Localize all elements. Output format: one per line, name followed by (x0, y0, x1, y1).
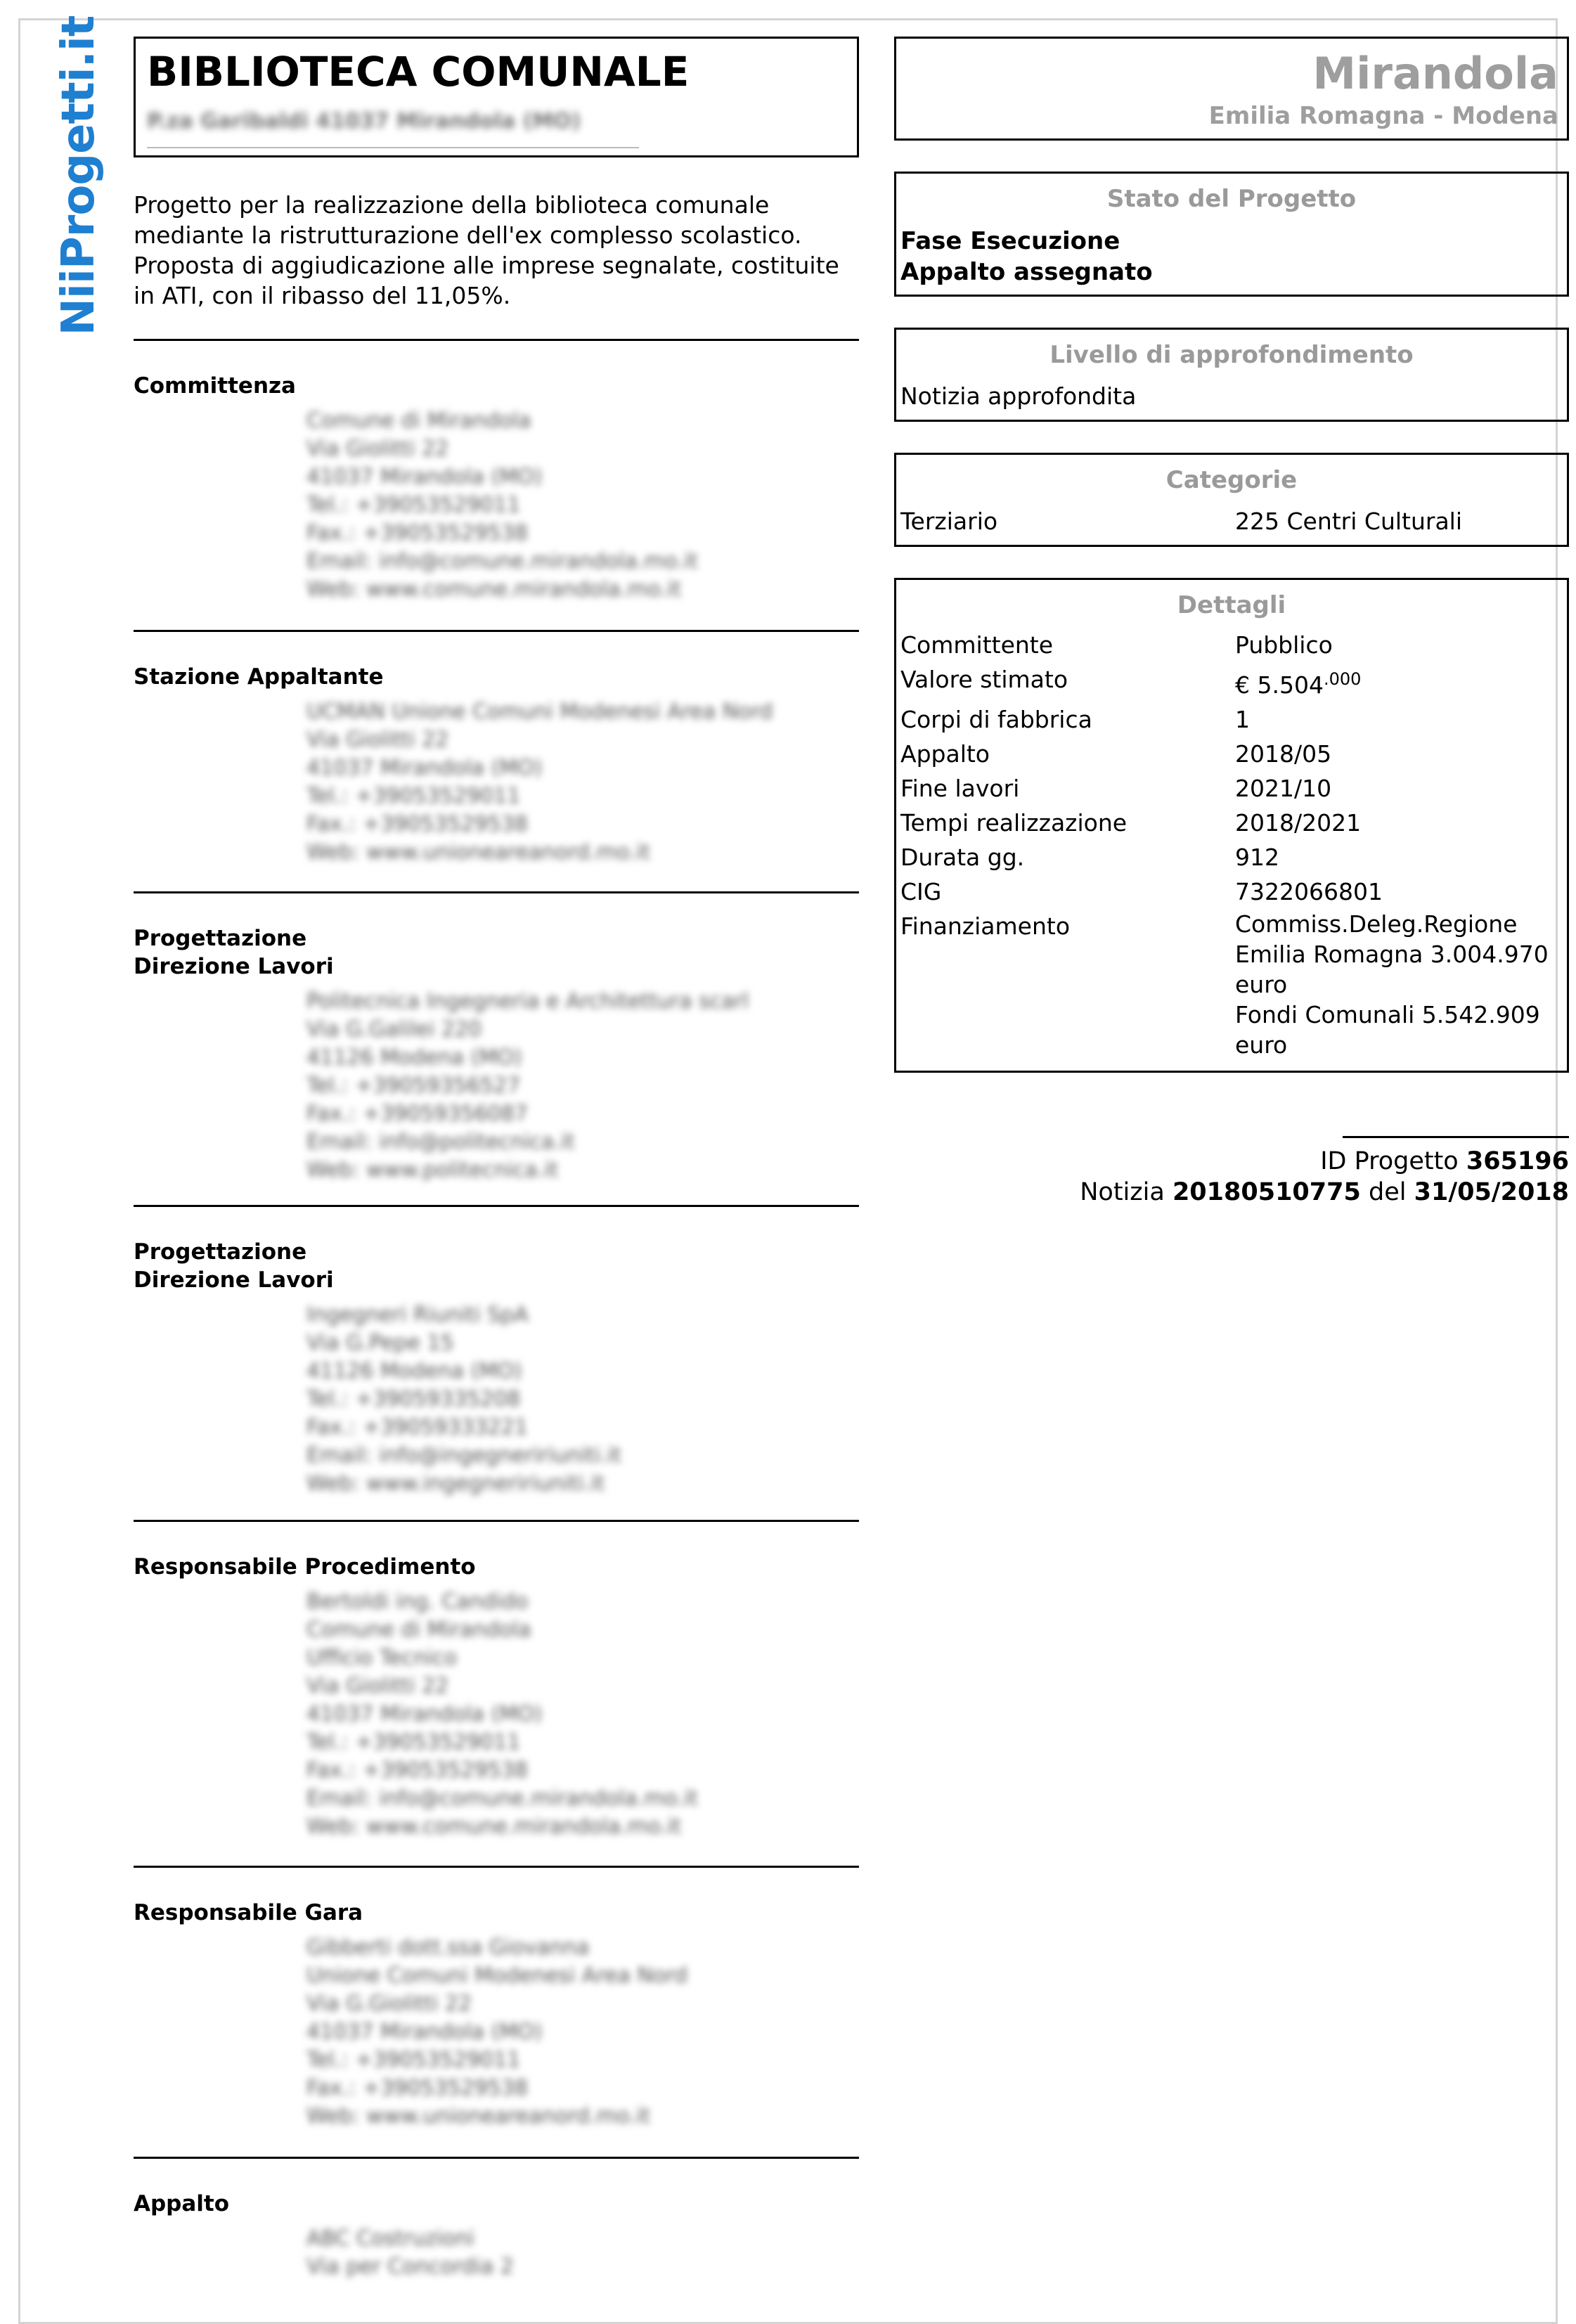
detail-row-fine-lavori (896, 771, 1567, 806)
section-title-line: Progettazione (134, 926, 307, 951)
detail-value (1235, 909, 1567, 1060)
detail-key: Tempi realizzazione (900, 809, 1128, 837)
finanziamento-line: euro (1235, 1031, 1288, 1059)
contact-line[interactable]: Web: www.unioneareanord.mo.it (306, 840, 650, 865)
contact-line: Tel.: +39053529011 (306, 2048, 521, 2072)
section-contact-lines (306, 407, 859, 604)
livello-title: Livello di approfondimento (1049, 341, 1414, 369)
contact-line: Unione Comuni Modenesi Area Nord (306, 1963, 688, 1988)
section-title-line: Direzione Lavori (134, 954, 334, 979)
detail-key: Fine lavori (900, 775, 1020, 802)
contact-line: Tel.: +39059335208 (306, 1387, 521, 1412)
project-address: P.za Garibaldi 41037 Mirandola (MO) (147, 108, 581, 134)
stato-box (894, 172, 1569, 297)
detail-row-corpi (896, 702, 1567, 737)
contact-line: Comune di Mirandola (306, 408, 531, 433)
valore-main: € 5.504 (1235, 671, 1324, 699)
contact-line: Comune di Mirandola (306, 1618, 531, 1642)
livello-row (896, 379, 1567, 413)
categorie-value: 225 Centri Culturali (1235, 508, 1463, 535)
contact-line: Via G.Galilei 220 (306, 1017, 482, 1042)
project-id-label: ID Progetto (1320, 1147, 1459, 1175)
section-appalto (134, 2157, 859, 2281)
project-description: Progetto per la realizzazione della biblioteca comunale mediante la ristrutturazione dell'ex complesso scolastico. Proposta di aggiudicazione alle imprese segnalate, costituite in ATI, con il ribasso del 11,05%. (134, 191, 839, 309)
contact-line[interactable]: Web: www.unioneareanord.mo.it (306, 2104, 650, 2129)
contact-line: Fax.: +39053529538 (306, 1758, 528, 1783)
section-responsabile-procedimento (134, 1520, 859, 1841)
section-contact-lines (306, 2225, 859, 2281)
contact-line[interactable]: Email: info@politecnica.it (306, 1130, 575, 1154)
section-committenza (134, 339, 859, 604)
notizia-date: 31/05/2018 (1414, 1178, 1569, 1206)
detail-value: 7322066801 (1235, 878, 1383, 905)
section-title: Responsabile Procedimento (134, 1554, 476, 1580)
categorie-box (894, 453, 1569, 547)
contact-line: UCMAN Unione Comuni Modenesi Area Nord (306, 699, 773, 724)
detail-key: Appalto (900, 740, 990, 768)
section-title: Responsabile Gara (134, 1900, 363, 1925)
detail-value (1235, 662, 1567, 702)
detail-row-appalto (896, 737, 1567, 771)
location-box (894, 37, 1569, 141)
detail-value: 2021/10 (1235, 775, 1332, 802)
section-progettazione-2 (134, 1205, 859, 1498)
dettagli-box (894, 578, 1569, 1073)
location-region: Emilia Romagna - Modena (1208, 102, 1558, 131)
categorie-title: Categorie (1165, 466, 1298, 494)
contact-line: 41126 Modena (MO) (306, 1045, 522, 1070)
detail-row-cig (896, 874, 1567, 909)
contact-line: Via G.Pepe 15 (306, 1331, 454, 1355)
contact-line[interactable]: Web: www.comune.mirandola.mo.it (306, 1814, 682, 1839)
detail-key: Committente (900, 631, 1054, 659)
detail-key: Durata gg. (900, 844, 1025, 871)
contact-line[interactable]: Web: www.comune.mirandola.mo.it (306, 577, 682, 602)
stato-values (896, 226, 1567, 288)
title-box (134, 37, 859, 157)
contact-line: Via Giolitti 22 (306, 728, 449, 752)
detail-value: 912 (1235, 844, 1279, 871)
contact-line: Ufficio Tecnico (306, 1646, 458, 1670)
project-id-line (894, 1146, 1569, 1177)
detail-value: 2018/2021 (1235, 809, 1362, 837)
brand-logo (37, 15, 121, 336)
contact-line[interactable]: Email: info@comune.mirandola.mo.it (306, 1786, 698, 1811)
contact-line[interactable]: Web: www.ingegneririuniti.it (306, 1471, 605, 1496)
left-column (134, 37, 859, 2279)
section-contact-lines (306, 1588, 859, 1841)
section-contact-lines (306, 698, 859, 867)
contact-line: Via G.Giolitti 22 (306, 1991, 472, 2016)
finanziamento-line: Commiss.Deleg.Regione (1235, 910, 1518, 938)
detail-row-durata (896, 840, 1567, 874)
stato-fase: Fase Esecuzione (900, 227, 1120, 255)
detail-row-valore (896, 662, 1567, 702)
section-title: Stazione Appaltante (134, 664, 384, 690)
contact-line[interactable]: Web: www.politecnica.it (306, 1158, 559, 1182)
detail-row-finanziamento (896, 909, 1567, 1060)
contact-line: Fax.: +39053529538 (306, 2076, 528, 2100)
section-divider (134, 630, 859, 632)
contact-line: Bertoldi ing. Candido (306, 1589, 529, 1614)
detail-key: CIG (900, 878, 942, 905)
section-title: Committenza (134, 373, 296, 399)
project-ids (894, 1146, 1569, 1208)
livello-value: Notizia approfondita (900, 382, 1137, 410)
valore-sup: .000 (1323, 669, 1362, 689)
contact-line: 41037 Mirandola (MO) (306, 2020, 543, 2044)
detail-value: 2018/05 (1235, 740, 1332, 768)
dettagli-title: Dettagli (1177, 591, 1286, 619)
detail-row-committente (896, 628, 1567, 662)
detail-value: 1 (1235, 706, 1250, 733)
contact-line[interactable]: Email: info@comune.mirandola.mo.it (306, 549, 698, 574)
categorie-key: Terziario (900, 508, 998, 535)
contact-line: Politecnica Ingegneria e Architettura scarl (306, 989, 749, 1014)
contact-line: Fax.: +39053529538 (306, 521, 528, 546)
section-responsabile-gara (134, 1866, 859, 2131)
notizia-line (894, 1177, 1569, 1208)
contact-line: Ingegneri Riuniti SpA (306, 1303, 529, 1327)
section-title-line: Direzione Lavori (134, 1267, 334, 1293)
contact-line: ABC Costruzioni (306, 2226, 474, 2251)
section-title (134, 1238, 859, 1294)
contact-line: Gibberti dott.ssa Giovanna (306, 1935, 590, 1960)
contact-line: Tel.: +39059356527 (306, 1073, 521, 1098)
section-divider (134, 891, 859, 893)
section-divider (134, 1866, 859, 1868)
contact-line: Tel.: +39053529011 (306, 493, 521, 517)
section-divider (134, 2157, 859, 2159)
stato-title: Stato del Progetto (1106, 185, 1357, 213)
brand-name: NiiProgetti.it (53, 15, 105, 336)
detail-row-tempi (896, 806, 1567, 840)
finanziamento-line: Emilia Romagna 3.004.970 (1235, 941, 1549, 968)
contact-line: 41037 Mirandola (MO) (306, 465, 543, 489)
section-contact-lines (306, 1301, 859, 1498)
ids-divider (1343, 1136, 1569, 1138)
detail-key: Corpi di fabbrica (900, 706, 1092, 733)
notizia-label: Notizia (1080, 1178, 1165, 1206)
contact-line: 41126 Modena (MO) (306, 1359, 522, 1383)
contact-line: Via per Concordia 2 (306, 2254, 514, 2279)
section-title (134, 924, 859, 981)
finanziamento-line: Fondi Comunali 5.542.909 (1235, 1001, 1540, 1028)
contact-line[interactable]: Email: info@ingegneririuniti.it (306, 1443, 621, 1468)
dettagli-table (896, 628, 1567, 1060)
contact-line: Fax.: +39059333221 (306, 1415, 528, 1440)
section-divider (134, 1205, 859, 1207)
section-contact-lines (306, 988, 859, 1184)
project-id-value: 365196 (1466, 1147, 1569, 1175)
section-progettazione-1 (134, 891, 859, 1184)
contact-line: 41037 Mirandola (MO) (306, 756, 543, 780)
contact-line: Via Giolitti 22 (306, 1674, 449, 1698)
detail-key: Valore stimato (900, 666, 1068, 693)
contact-line: Tel.: +39053529011 (306, 784, 521, 808)
detail-value: Pubblico (1235, 631, 1333, 659)
contact-line: Tel.: +39053529011 (306, 1730, 521, 1755)
section-stazione-appaltante (134, 630, 859, 867)
section-title: Appalto (134, 2191, 230, 2216)
address-underline (147, 147, 639, 148)
detail-key: Finanziamento (900, 912, 1071, 940)
contact-line: Fax.: +39059356087 (306, 1102, 528, 1126)
section-divider (134, 339, 859, 341)
notizia-value: 20180510775 (1172, 1178, 1361, 1206)
livello-box (894, 328, 1569, 422)
section-contact-lines (306, 1934, 859, 2131)
contact-line: 41037 Mirandola (MO) (306, 1702, 543, 1726)
page-title: BIBLIOTECA COMUNALE (147, 48, 690, 96)
location-city: Mirandola (1312, 48, 1558, 99)
stato-appalto: Appalto assegnato (900, 258, 1153, 286)
contact-line: Via Giolitti 22 (306, 437, 449, 461)
finanziamento-line: euro (1235, 971, 1288, 998)
section-divider (134, 1520, 859, 1522)
contact-line: Fax.: +39053529538 (306, 812, 528, 837)
categorie-row (896, 504, 1567, 538)
del-label: del (1368, 1178, 1407, 1206)
section-title-line: Progettazione (134, 1239, 307, 1265)
